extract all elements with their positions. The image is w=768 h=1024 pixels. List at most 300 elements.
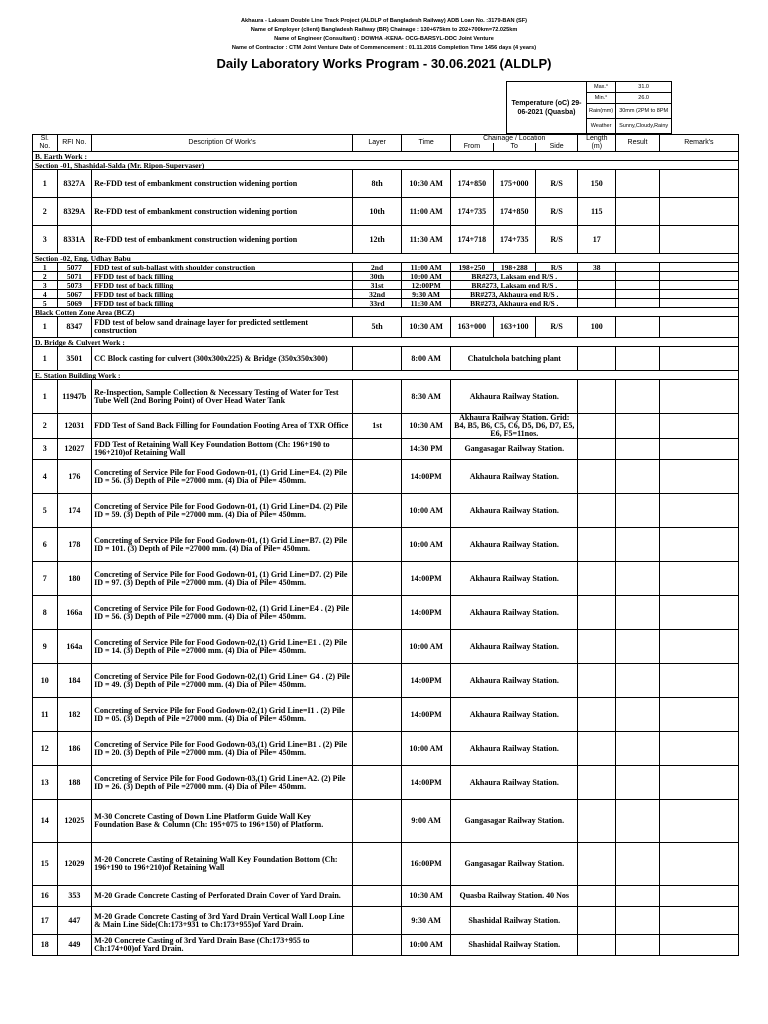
cell-length [578, 272, 616, 281]
cell-rfi: 178 [57, 528, 92, 562]
section-row [33, 371, 739, 380]
cell-layer: 33rd [353, 299, 402, 308]
col-to: To [493, 143, 535, 152]
cell-time: 10:00 AM [402, 630, 451, 664]
cell-time: 10:30 AM [402, 414, 451, 439]
cell-result [616, 263, 659, 272]
cell-sl: 1 [33, 263, 58, 272]
cell-description: Re-FDD test of embankment construction widening portion [92, 226, 353, 254]
cell-remarks [659, 935, 738, 956]
table-row [33, 843, 739, 886]
cell-remarks [659, 562, 738, 596]
cell-remarks [659, 263, 738, 272]
cell-rfi: 186 [57, 732, 92, 766]
cell-side: R/S [535, 170, 577, 198]
cell-remarks [659, 347, 738, 371]
weather-value: 31.0 [616, 82, 672, 93]
cell-description: M-20 Grade Concrete Casting of Perforated Drain Cover of Yard Drain. [92, 886, 353, 907]
cell-layer [353, 766, 402, 800]
cell-sl: 2 [33, 414, 58, 439]
cell-time: 14:00PM [402, 460, 451, 494]
table-row [33, 698, 739, 732]
cell-side: R/S [535, 317, 577, 338]
cell-layer: 8th [353, 170, 402, 198]
cell-description: Concreting of Service Pile for Food Godown-02,(1) Grid Line= G4 . (2) Pile ID = 49. (3) Depth of Pile =27000 mm. (4) Dia of Pile= 450mm. [92, 664, 353, 698]
col-time: Time [402, 135, 451, 152]
cell-location: Akhaura Railway Station. [451, 664, 578, 698]
header-line-contractor: Name of Contractor : CTM Joint Venture Date of Commencement : 01.11.2016 Completion Time 1456 days (4 years) [231, 45, 537, 51]
cell-result [616, 494, 659, 528]
weather-value: Sunny,Cloudy,Rainy [616, 119, 672, 134]
cell-result [616, 528, 659, 562]
cell-sl: 3 [33, 281, 58, 290]
cell-layer: 2nd [353, 263, 402, 272]
cell-length [578, 843, 616, 886]
col-layer: Layer [353, 135, 402, 152]
cell-result [616, 380, 659, 414]
table-row [33, 907, 739, 935]
cell-length [578, 299, 616, 308]
cell-result [616, 281, 659, 290]
cell-side: R/S [535, 263, 577, 272]
cell-location: Shashidal Railway Station. [451, 935, 578, 956]
cell-rfi: 5073 [57, 281, 92, 290]
table-row [33, 439, 739, 460]
cell-result [616, 198, 659, 226]
cell-description: FDD test of below sand drainage layer for predicted settlement construction [92, 317, 353, 338]
cell-layer [353, 935, 402, 956]
table-row [33, 528, 739, 562]
cell-remarks [659, 299, 738, 308]
cell-layer [353, 528, 402, 562]
cell-remarks [659, 460, 738, 494]
cell-rfi: 12029 [57, 843, 92, 886]
cell-rfi: 174 [57, 494, 92, 528]
cell-rfi: 12027 [57, 439, 92, 460]
section-row [33, 152, 739, 161]
cell-sl: 13 [33, 766, 58, 800]
weather-label: Temperature (oC) 29-06-2021 (Quasba) [507, 82, 587, 134]
cell-description: FDD test of sub-ballast with shoulder construction [92, 263, 353, 272]
cell-location: Gangasagar Railway Station. [451, 843, 578, 886]
subsection-heading: Section -01, Shashidal-Salda (Mr. Ripon-Supervaser) [33, 161, 739, 170]
cell-length [578, 596, 616, 630]
cell-length [578, 664, 616, 698]
cell-location: Quasba Railway Station. 40 Nos [451, 886, 578, 907]
cell-description: Concreting of Service Pile for Food Godown-01, (1) Grid Line=D4. (2) Pile ID = 59. (3) Depth of Pile =27000 mm. (4) Dia of Pile= 450mm. [92, 494, 353, 528]
cell-sl: 3 [33, 439, 58, 460]
cell-length: 17 [578, 226, 616, 254]
cell-rfi: 8329A [57, 198, 92, 226]
col-description: Description Of Work's [92, 135, 353, 152]
cell-rfi: 5069 [57, 299, 92, 308]
cell-sl: 5 [33, 299, 58, 308]
table-row [33, 317, 739, 338]
cell-length [578, 766, 616, 800]
cell-remarks [659, 800, 738, 843]
table-row [33, 380, 739, 414]
cell-sl: 1 [33, 317, 58, 338]
cell-time: 11:00 AM [402, 198, 451, 226]
cell-description: FDD Test of Sand Back Filling for Foundation Footing Area of TXR Office [92, 414, 353, 439]
cell-result [616, 766, 659, 800]
cell-layer [353, 800, 402, 843]
cell-location: Akhaura Railway Station. [451, 630, 578, 664]
weather-key: Rain(mm) [587, 104, 616, 119]
cell-length [578, 380, 616, 414]
cell-remarks [659, 596, 738, 630]
weather-box [506, 81, 672, 134]
cell-remarks [659, 226, 738, 254]
cell-time: 10:00 AM [402, 935, 451, 956]
cell-description: Re-FDD test of embankment construction widening portion [92, 198, 353, 226]
table-row [33, 263, 739, 272]
cell-description: Concreting of Service Pile for Food Godown-03,(1) Grid Line=A2. (2) Pile ID = 26. (3) Depth of Pile =27000 mm. (4) Dia of Pile= 450mm. [92, 766, 353, 800]
cell-result [616, 596, 659, 630]
cell-rfi: 5077 [57, 263, 92, 272]
section-row [33, 161, 739, 170]
cell-description: Concreting of Service Pile for Food Godown-03,(1) Grid Line=B1 . (2) Pile ID = 20. (3) Depth of Pile =27000 mm. (4) Dia of Pile= 450mm. [92, 732, 353, 766]
cell-sl: 1 [33, 347, 58, 371]
cell-rfi: 8331A [57, 226, 92, 254]
section-row [33, 254, 739, 263]
cell-length [578, 528, 616, 562]
cell-result [616, 698, 659, 732]
cell-length [578, 732, 616, 766]
cell-length [578, 907, 616, 935]
weather-key: Min.° [587, 93, 616, 104]
cell-remarks [659, 843, 738, 886]
cell-description: Re-FDD test of embankment construction widening portion [92, 170, 353, 198]
col-sl: Sl. No. [33, 135, 58, 152]
cell-layer [353, 907, 402, 935]
cell-length [578, 460, 616, 494]
cell-from: 163+000 [451, 317, 493, 338]
cell-time: 10:30 AM [402, 317, 451, 338]
cell-length [578, 347, 616, 371]
cell-description: M-20 Concrete Casting of 3rd Yard Drain Base (Ch:173+955 to Ch:174+00)of Yard Drain. [92, 935, 353, 956]
cell-rfi: 449 [57, 935, 92, 956]
cell-length [578, 630, 616, 664]
cell-location: Akhaura Railway Station. [451, 528, 578, 562]
cell-time: 11:30 AM [402, 299, 451, 308]
cell-time: 10:00 AM [402, 732, 451, 766]
cell-layer: 5th [353, 317, 402, 338]
cell-time: 14:30 PM [402, 439, 451, 460]
cell-remarks [659, 281, 738, 290]
cell-remarks [659, 766, 738, 800]
cell-layer [353, 843, 402, 886]
cell-sl: 14 [33, 800, 58, 843]
cell-layer: 31st [353, 281, 402, 290]
cell-result [616, 664, 659, 698]
cell-remarks [659, 272, 738, 281]
cell-location: BR#273, Laksam end R/S . [451, 272, 578, 281]
cell-remarks [659, 317, 738, 338]
cell-layer [353, 630, 402, 664]
cell-rfi: 5071 [57, 272, 92, 281]
cell-layer [353, 664, 402, 698]
cell-result [616, 317, 659, 338]
table-row [33, 886, 739, 907]
cell-location: Gangasagar Railway Station. [451, 800, 578, 843]
cell-sl: 2 [33, 272, 58, 281]
cell-to: 174+735 [493, 226, 535, 254]
cell-time: 11:30 AM [402, 226, 451, 254]
table-row [33, 347, 739, 371]
cell-result [616, 299, 659, 308]
cell-sl: 3 [33, 226, 58, 254]
cell-time: 8:00 AM [402, 347, 451, 371]
cell-location: Akhaura Railway Station. [451, 460, 578, 494]
cell-description: M-30 Concrete Casting of Down Line Platform Guide Wall Key Foundation Base & Column (Ch: 195+075 to 196+150) of Platform. [92, 800, 353, 843]
subsection-heading: Black Cotten Zone Area (BCZ) [33, 308, 739, 317]
cell-remarks [659, 886, 738, 907]
cell-sl: 7 [33, 562, 58, 596]
cell-remarks [659, 439, 738, 460]
cell-remarks [659, 732, 738, 766]
cell-rfi: 180 [57, 562, 92, 596]
cell-rfi: 5067 [57, 290, 92, 299]
cell-result [616, 347, 659, 371]
cell-length: 100 [578, 317, 616, 338]
cell-description: Concreting of Service Pile for Food Godown-02,(1) Grid Line=I1 . (2) Pile ID = 05. (3) Depth of Pile =27000 mm. (4) Dia of Pile= 450mm. [92, 698, 353, 732]
cell-time: 9:00 AM [402, 800, 451, 843]
table-row [33, 494, 739, 528]
cell-sl: 6 [33, 528, 58, 562]
cell-layer [353, 347, 402, 371]
cell-layer [353, 698, 402, 732]
cell-to: 163+100 [493, 317, 535, 338]
cell-length [578, 494, 616, 528]
col-chainage: Chainage / Location [451, 135, 578, 144]
header-line-project: Akhaura - Laksam Double Line Track Project (ALDLP of Bangladesh Railway) ADB Loan No. :3179-BAN (SF) [241, 18, 527, 24]
cell-side: R/S [535, 198, 577, 226]
cell-result [616, 460, 659, 494]
cell-remarks [659, 290, 738, 299]
cell-from: 174+718 [451, 226, 493, 254]
col-side: Side [535, 143, 577, 152]
cell-length [578, 800, 616, 843]
cell-sl: 1 [33, 170, 58, 198]
cell-sl: 9 [33, 630, 58, 664]
cell-sl: 10 [33, 664, 58, 698]
table-row [33, 226, 739, 254]
cell-sl: 4 [33, 460, 58, 494]
cell-description: FFDD test of back filling [92, 290, 353, 299]
cell-layer [353, 562, 402, 596]
cell-sl: 16 [33, 886, 58, 907]
table-row [33, 170, 739, 198]
cell-rfi: 12025 [57, 800, 92, 843]
cell-remarks [659, 698, 738, 732]
cell-time: 14:00PM [402, 664, 451, 698]
cell-rfi: 8347 [57, 317, 92, 338]
cell-location: Akhaura Railway Station. [451, 380, 578, 414]
cell-remarks [659, 907, 738, 935]
cell-time: 14:00PM [402, 562, 451, 596]
cell-remarks [659, 198, 738, 226]
cell-layer: 10th [353, 198, 402, 226]
page-title: Daily Laboratory Works Program - 30.06.2021 (ALDLP) [216, 56, 552, 71]
cell-layer: 30th [353, 272, 402, 281]
cell-description: Concreting of Service Pile for Food Godown-02,(1) Grid Line=E1 . (2) Pile ID = 14. (3) Depth of Pile =27000 mm. (4) Dia of Pile= 450mm. [92, 630, 353, 664]
cell-remarks [659, 494, 738, 528]
cell-description: FDD Test of Retaining Wall Key Foundation Bottom (Ch: 196+190 to 196+210)of Retaining Wall [92, 439, 353, 460]
table-row [33, 596, 739, 630]
cell-rfi: 184 [57, 664, 92, 698]
cell-remarks [659, 170, 738, 198]
cell-location: BR#273, Akhaura end R/S . [451, 299, 578, 308]
cell-result [616, 272, 659, 281]
cell-from: 198+250 [451, 263, 493, 272]
cell-description: Concreting of Service Pile for Food Godown-01, (1) Grid Line=E4. (2) Pile ID = 56. (3) Depth of Pile =27000 mm. (4) Dia of Pile= 450mm. [92, 460, 353, 494]
cell-length: 115 [578, 198, 616, 226]
cell-length [578, 290, 616, 299]
cell-description: Concreting of Service Pile for Food Godown-02, (1) Grid Line=E4 . (2) Pile ID = 56. (3) Depth of Pile =27000 mm. (4) Dia of Pile= 450mm. [92, 596, 353, 630]
cell-location: Gangasagar Railway Station. [451, 439, 578, 460]
cell-rfi: 11947b [57, 380, 92, 414]
cell-time: 10:00 AM [402, 272, 451, 281]
section-heading: D. Bridge & Culvert Work : [33, 338, 739, 347]
cell-time: 14:00PM [402, 596, 451, 630]
cell-layer [353, 732, 402, 766]
section-heading: E. Station Building Work : [33, 371, 739, 380]
cell-sl: 11 [33, 698, 58, 732]
cell-rfi: 164a [57, 630, 92, 664]
cell-sl: 4 [33, 290, 58, 299]
table-row [33, 562, 739, 596]
cell-rfi: 3501 [57, 347, 92, 371]
cell-time: 14:00PM [402, 698, 451, 732]
cell-layer [353, 494, 402, 528]
cell-layer: 32nd [353, 290, 402, 299]
col-from: From [451, 143, 493, 152]
cell-layer [353, 886, 402, 907]
table-row [33, 299, 739, 308]
cell-time: 8:30 AM [402, 380, 451, 414]
col-remarks: Remark's [659, 135, 738, 152]
table-row [33, 630, 739, 664]
cell-length [578, 439, 616, 460]
cell-time: 10:00 AM [402, 494, 451, 528]
table-row [33, 800, 739, 843]
cell-result [616, 290, 659, 299]
table-row [33, 460, 739, 494]
cell-time: 16:00PM [402, 843, 451, 886]
section-row [33, 308, 739, 317]
cell-length [578, 935, 616, 956]
cell-location: Chatulchola batching plant [451, 347, 578, 371]
cell-result [616, 907, 659, 935]
cell-description: Concreting of Service Pile for Food Godown-01, (1) Grid Line=B7. (2) Pile ID = 101. (3) Depth of Pile =27000 mm. (4) Dia of Pile= 450mm. [92, 528, 353, 562]
header-line-employer: Name of Employer (client) Bangladesh Railway (BR) Chainage : 130+675km to 202+700km=72.025km [250, 27, 518, 33]
col-rfi: RFI No. [57, 135, 92, 152]
cell-result [616, 170, 659, 198]
table-row [33, 935, 739, 956]
cell-length [578, 698, 616, 732]
header-line-engineer: Name of Engineer (Consultant) : DOWHA -KENA- OCG-BARSYL-DDC Joint Venture [274, 36, 494, 42]
cell-result [616, 414, 659, 439]
cell-layer [353, 596, 402, 630]
cell-to: 174+850 [493, 198, 535, 226]
cell-result [616, 800, 659, 843]
cell-layer [353, 380, 402, 414]
cell-layer [353, 460, 402, 494]
table-row [33, 766, 739, 800]
cell-remarks [659, 380, 738, 414]
cell-length [578, 886, 616, 907]
cell-result [616, 843, 659, 886]
cell-location: Akhaura Railway Station. [451, 698, 578, 732]
cell-length [578, 281, 616, 290]
cell-time: 10:30 AM [402, 170, 451, 198]
cell-rfi: 447 [57, 907, 92, 935]
cell-rfi: 182 [57, 698, 92, 732]
col-result: Result [616, 135, 659, 152]
col-length: Length (m) [578, 135, 616, 152]
cell-remarks [659, 414, 738, 439]
cell-remarks [659, 630, 738, 664]
cell-time: 10:00 AM [402, 528, 451, 562]
cell-location: Akhaura Railway Station. [451, 596, 578, 630]
cell-length: 150 [578, 170, 616, 198]
cell-sl: 8 [33, 596, 58, 630]
cell-time: 10:30 AM [402, 886, 451, 907]
table-row [33, 732, 739, 766]
cell-time: 12:00PM [402, 281, 451, 290]
cell-rfi: 176 [57, 460, 92, 494]
cell-from: 174+850 [451, 170, 493, 198]
table-row [33, 414, 739, 439]
cell-result [616, 732, 659, 766]
cell-description: FFDD test of back filling [92, 299, 353, 308]
cell-from: 174+735 [451, 198, 493, 226]
cell-sl: 2 [33, 198, 58, 226]
cell-description: FFDD test of back filling [92, 281, 353, 290]
cell-length: 38 [578, 263, 616, 272]
cell-rfi: 353 [57, 886, 92, 907]
cell-rfi: 188 [57, 766, 92, 800]
cell-rfi: 12031 [57, 414, 92, 439]
cell-to: 198+288 [493, 263, 535, 272]
weather-key: Max.° [587, 82, 616, 93]
cell-sl: 15 [33, 843, 58, 886]
cell-result [616, 886, 659, 907]
cell-description: M-20 Grade Concrete Casting of 3rd Yard Drain Vertical Wall Loop Line & Main Line Side(Ch:173+931 to Ch:173+955)of Yard Drain. [92, 907, 353, 935]
cell-time: 11:00 AM [402, 263, 451, 272]
table-row [33, 198, 739, 226]
cell-time: 9:30 AM [402, 290, 451, 299]
subsection-heading: Section -02, Eng. Udhay Babu [33, 254, 739, 263]
cell-location: BR#273, Akhaura end R/S . [451, 290, 578, 299]
cell-sl: 17 [33, 907, 58, 935]
cell-to: 175+000 [493, 170, 535, 198]
cell-description: CC Block casting for culvert (300x300x225) & Bridge (350x350x300) [92, 347, 353, 371]
table-row [33, 664, 739, 698]
table-row [33, 290, 739, 299]
cell-result [616, 439, 659, 460]
cell-description: M-20 Concrete Casting of Retaining Wall Key Foundation Bottom (Ch: 196+190 to 196+210)of Retaining Wall [92, 843, 353, 886]
weather-value: 26.0 [616, 93, 672, 104]
cell-length [578, 414, 616, 439]
cell-location: Akhaura Railway Station. [451, 766, 578, 800]
cell-layer [353, 439, 402, 460]
cell-description: FFDD test of back filling [92, 272, 353, 281]
works-table [32, 134, 739, 956]
cell-time: 14:00PM [402, 766, 451, 800]
cell-location: Shashidal Railway Station. [451, 907, 578, 935]
